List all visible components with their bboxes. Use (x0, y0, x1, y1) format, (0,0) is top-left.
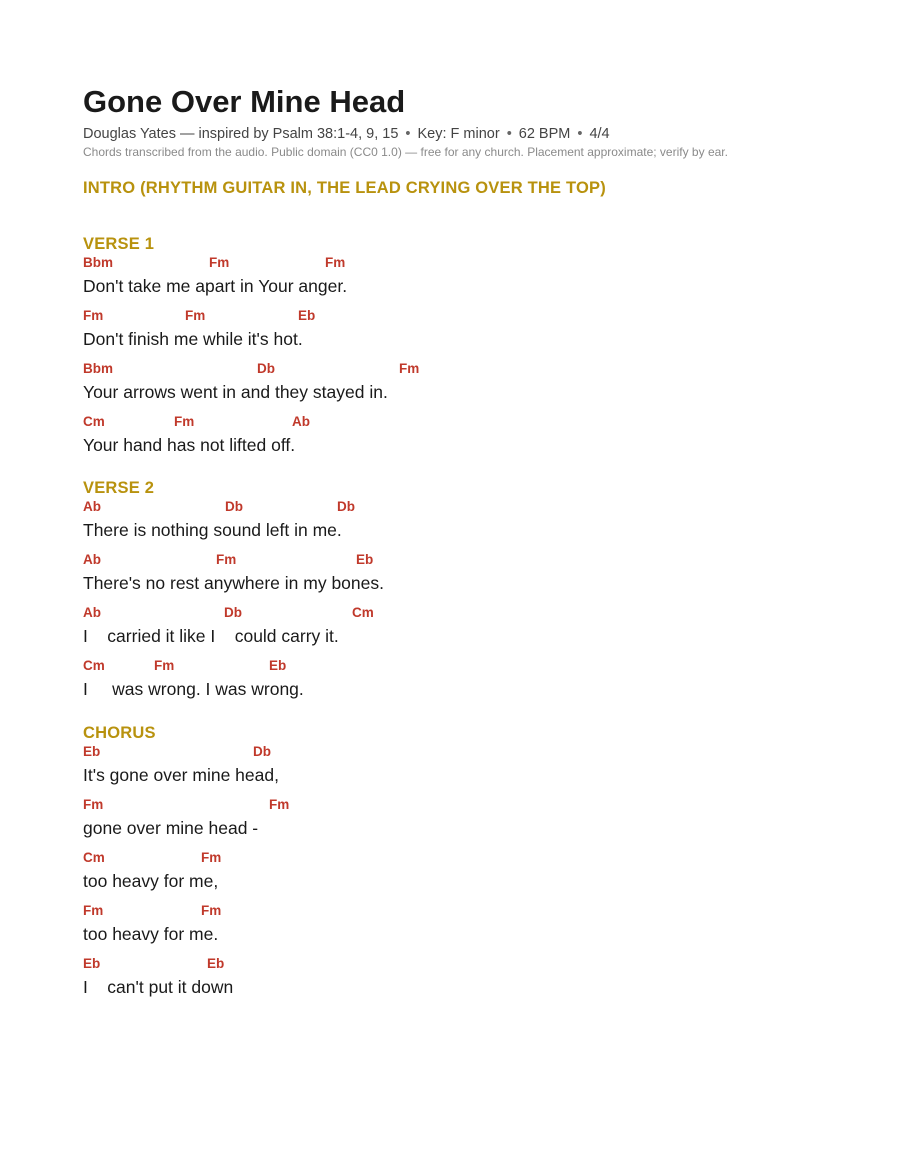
chord: Cm (352, 605, 374, 620)
chord: Db (224, 605, 242, 620)
lyric-line (83, 744, 863, 797)
chord: Cm (83, 414, 105, 429)
chord: Eb (269, 658, 287, 673)
chord: Ab (83, 499, 101, 514)
chord: Bbm (83, 255, 113, 270)
chord: Cm (83, 850, 105, 865)
chord: Ab (83, 605, 101, 620)
lyric-line (83, 414, 863, 467)
chord: Eb (298, 308, 316, 323)
song-author: Douglas Yates — inspired by Psalm 38:1-4, 9, 15 (83, 126, 399, 142)
verse-2-title: VERSE 2 (83, 479, 155, 497)
chord: Eb (356, 552, 374, 567)
chord: Fm (83, 308, 104, 323)
chord: Fm (201, 903, 222, 918)
lyric-line (83, 797, 863, 850)
lyric-text: I was wrong. I was wrong. (83, 679, 304, 699)
transcription-note: Chords transcribed from the audio. Public domain (CC0 1.0) — free for any church. Placement approximate; verify by ear. (83, 145, 728, 159)
verse-1 (83, 255, 863, 467)
chord: Db (257, 361, 275, 376)
lyric-line (83, 552, 863, 605)
lyric-line (83, 903, 863, 956)
chord: Fm (325, 255, 346, 270)
song-tempo: 62 BPM (518, 126, 571, 142)
lyric-line (83, 308, 863, 361)
lyric-text: It's gone over mine head, (83, 765, 279, 785)
verse-2 (83, 499, 863, 711)
chord: Fm (209, 255, 230, 270)
lyric-text: Your hand has not lifted off. (83, 435, 296, 455)
chord: Bbm (83, 361, 113, 376)
lyric-text: too heavy for me. (83, 924, 219, 944)
chord: Cm (83, 658, 105, 673)
chord-sheet (83, 82, 863, 1009)
lyric-line (83, 255, 863, 308)
song-key: Key: F minor (417, 126, 500, 142)
verse-1-title: VERSE 1 (83, 235, 155, 253)
chord: Ab (292, 414, 310, 429)
lyric-line (83, 956, 863, 1009)
chord: Fm (399, 361, 420, 376)
chord: Fm (216, 552, 237, 567)
lyric-text: Your arrows went in and they stayed in. (83, 382, 388, 402)
meta-separator: • (405, 126, 411, 142)
chord: Db (337, 499, 355, 514)
chord: Eb (207, 956, 225, 971)
chord: Ab (83, 552, 101, 567)
lyric-line (83, 605, 863, 658)
lyric-text: There is nothing sound left in me. (83, 520, 342, 540)
chord: Fm (83, 797, 104, 812)
lyric-line (83, 499, 863, 552)
chorus (83, 744, 863, 1009)
meta-separator: • (577, 126, 583, 142)
song-meta (83, 124, 863, 144)
chord: Db (225, 499, 243, 514)
chord: Fm (154, 658, 175, 673)
chord: Eb (83, 956, 101, 971)
chord: Eb (83, 744, 101, 759)
chord: Db (253, 744, 271, 759)
lyric-text: There's no rest anywhere in my bones. (83, 573, 384, 593)
lyric-text: Don't finish me while it's hot. (83, 329, 303, 349)
chord: Fm (269, 797, 290, 812)
song-time-signature: 4/4 (589, 126, 610, 142)
lyric-text: I can't put it down (83, 977, 234, 997)
chord: Fm (201, 850, 222, 865)
song-title: Gone Over Mine Head (83, 84, 406, 119)
chord: Fm (185, 308, 206, 323)
intro-title: INTRO (RHYTHM GUITAR IN, THE LEAD CRYING OVER THE TOP) (83, 179, 606, 197)
chord: Fm (174, 414, 195, 429)
lyric-line (83, 658, 863, 711)
meta-separator: • (506, 126, 512, 142)
lyric-line (83, 361, 863, 414)
lyric-line (83, 850, 863, 903)
chord: Fm (83, 903, 104, 918)
lyric-text: too heavy for me, (83, 871, 219, 891)
lyric-text: gone over mine head - (83, 818, 259, 838)
lyric-text: Don't take me apart in Your anger. (83, 276, 348, 296)
chorus-title: CHORUS (83, 724, 156, 742)
lyric-text: I carried it like I could carry it. (83, 626, 339, 646)
